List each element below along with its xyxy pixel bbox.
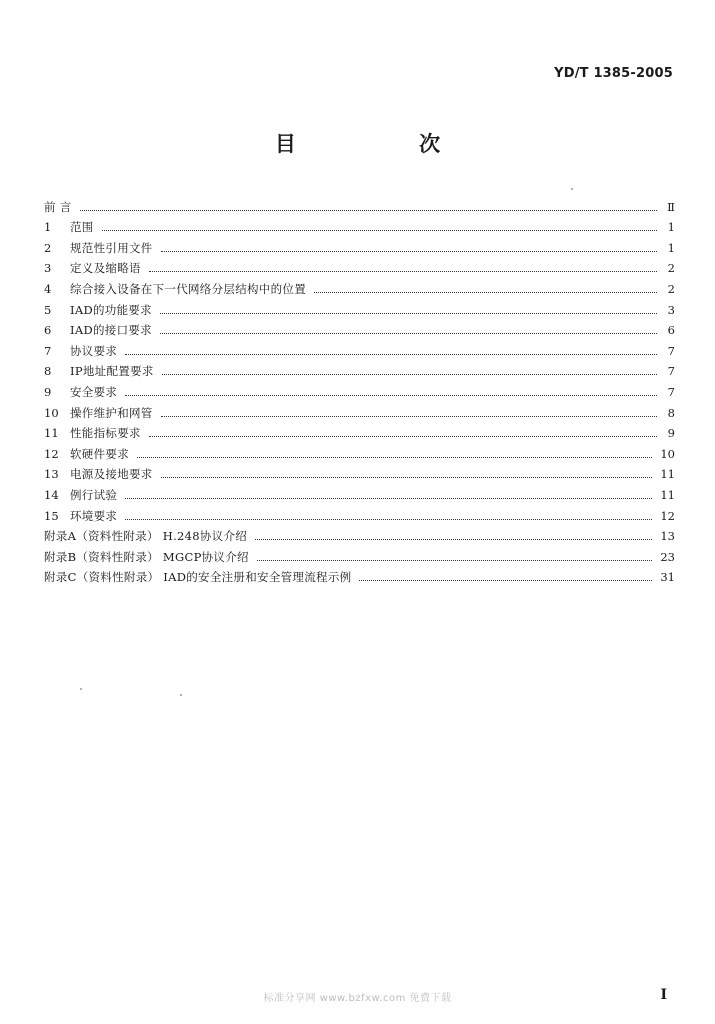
watermark: 标准分享网 www.bzfxw.com 免费下载	[263, 993, 452, 1004]
toc-entry-title: 附录A（资料性附录） H.248协议介绍	[44, 529, 248, 544]
toc-dot-leader	[161, 251, 657, 252]
toc-entry-page: Ⅱ	[667, 199, 675, 214]
toc-entry-title: 环境要求	[70, 508, 118, 523]
toc-entry-number: 7	[44, 343, 52, 358]
toc-entry-number: 11	[44, 426, 59, 441]
toc-dot-leader	[125, 395, 657, 396]
page-title: 目 次	[274, 132, 499, 156]
scan-speck	[180, 694, 182, 696]
toc-dot-leader	[359, 580, 652, 581]
toc-entry-number: 9	[44, 384, 52, 399]
toc-entry-page: 9	[667, 426, 675, 441]
toc-entry[interactable]	[44, 440, 675, 461]
toc-entry-title: 附录B（资料性附录） MGCP协议介绍	[44, 549, 249, 564]
toc-dot-leader	[149, 271, 657, 272]
standard-code: YD/T 1385-2005	[554, 66, 673, 81]
toc-entry[interactable]	[44, 275, 675, 296]
toc-entry-title: 综合接入设备在下一代网络分层结构中的位置	[70, 281, 306, 296]
toc-dot-leader	[255, 539, 652, 540]
toc-entry[interactable]	[44, 543, 675, 564]
toc-entry[interactable]	[44, 378, 675, 399]
toc-entry-page: 2	[667, 261, 675, 276]
toc-entry[interactable]	[44, 420, 675, 441]
page-number: I	[660, 987, 667, 1003]
toc-entry[interactable]	[44, 564, 675, 585]
toc-entry-page: 7	[667, 343, 675, 358]
toc-entry-title: 性能指标要求	[70, 426, 141, 441]
toc-dot-leader	[257, 560, 653, 561]
toc-entry-page: 12	[660, 508, 675, 523]
toc-entry-title: 前 言	[44, 199, 72, 214]
toc-dot-leader	[162, 374, 657, 375]
toc-entry-number: 4	[44, 281, 52, 296]
toc-entry-title: 软硬件要求	[70, 446, 129, 461]
toc-entry[interactable]	[44, 461, 675, 482]
toc-entry-page: 11	[660, 467, 675, 482]
toc-entry[interactable]	[44, 358, 675, 379]
toc-dot-leader	[125, 519, 652, 520]
toc-entry-number: 6	[44, 323, 52, 338]
toc-entry-number: 2	[44, 240, 52, 255]
toc-dot-leader	[161, 416, 657, 417]
toc-entry-title: IP地址配置要求	[70, 364, 154, 379]
toc-dot-leader	[125, 498, 652, 499]
toc-entry-number: 5	[44, 302, 52, 317]
toc-entry-number: 8	[44, 364, 52, 379]
toc-entry[interactable]	[44, 502, 675, 523]
toc-dot-leader	[161, 477, 653, 478]
toc-entry-page: 3	[667, 302, 675, 317]
toc-entry-title: 例行试验	[70, 487, 118, 502]
toc-entry-page: 13	[660, 529, 675, 544]
toc-entry[interactable]	[44, 234, 675, 255]
toc-entry-page: 2	[667, 281, 675, 296]
toc-entry[interactable]	[44, 481, 675, 502]
toc-dot-leader	[125, 354, 657, 355]
toc-entry-page: 8	[667, 405, 675, 420]
toc-entry[interactable]	[44, 214, 675, 235]
toc-entry-page: 31	[660, 570, 675, 585]
scan-speck	[571, 188, 573, 190]
toc-entry-number: 10	[44, 405, 59, 420]
table-of-contents	[44, 193, 675, 584]
toc-entry[interactable]	[44, 193, 675, 214]
toc-entry[interactable]	[44, 523, 675, 544]
toc-entry-page: 10	[660, 446, 675, 461]
toc-entry-number: 13	[44, 467, 59, 482]
toc-entry-title: 操作维护和网管	[70, 405, 153, 420]
toc-entry-number: 15	[44, 508, 59, 523]
toc-entry-title: 规范性引用文件	[70, 240, 153, 255]
toc-dot-leader	[314, 292, 657, 293]
scan-speck	[80, 688, 82, 690]
toc-dot-leader	[149, 436, 657, 437]
toc-entry-number: 12	[44, 446, 59, 461]
toc-entry[interactable]	[44, 255, 675, 276]
toc-entry-page: 23	[660, 549, 675, 564]
toc-dot-leader	[137, 457, 652, 458]
toc-dot-leader	[160, 313, 657, 314]
toc-entry[interactable]	[44, 317, 675, 338]
toc-entry-page: 1	[667, 240, 675, 255]
toc-entry-title: 附录C（资料性附录） IAD的安全注册和安全管理流程示例	[44, 570, 352, 585]
toc-entry[interactable]	[44, 296, 675, 317]
toc-dot-leader	[160, 333, 657, 334]
toc-entry-title: 范围	[70, 220, 94, 235]
toc-entry-page: 11	[660, 487, 675, 502]
toc-entry-title: 协议要求	[70, 343, 118, 358]
toc-entry-page: 7	[667, 384, 675, 399]
toc-entry-title: 定义及缩略语	[70, 261, 141, 276]
toc-dot-leader	[80, 210, 657, 211]
toc-dot-leader	[102, 230, 657, 231]
toc-entry-title: IAD的接口要求	[70, 323, 152, 338]
toc-entry-title: 安全要求	[70, 384, 118, 399]
toc-entry[interactable]	[44, 337, 675, 358]
toc-entry-title: IAD的功能要求	[70, 302, 152, 317]
toc-entry-title: 电源及接地要求	[70, 467, 153, 482]
toc-entry-page: 6	[667, 323, 675, 338]
toc-entry-number: 3	[44, 261, 52, 276]
toc-entry-page: 7	[667, 364, 675, 379]
toc-entry-number: 14	[44, 487, 59, 502]
toc-entry-number: 1	[44, 220, 52, 235]
toc-entry-page: 1	[667, 220, 675, 235]
toc-entry[interactable]	[44, 399, 675, 420]
